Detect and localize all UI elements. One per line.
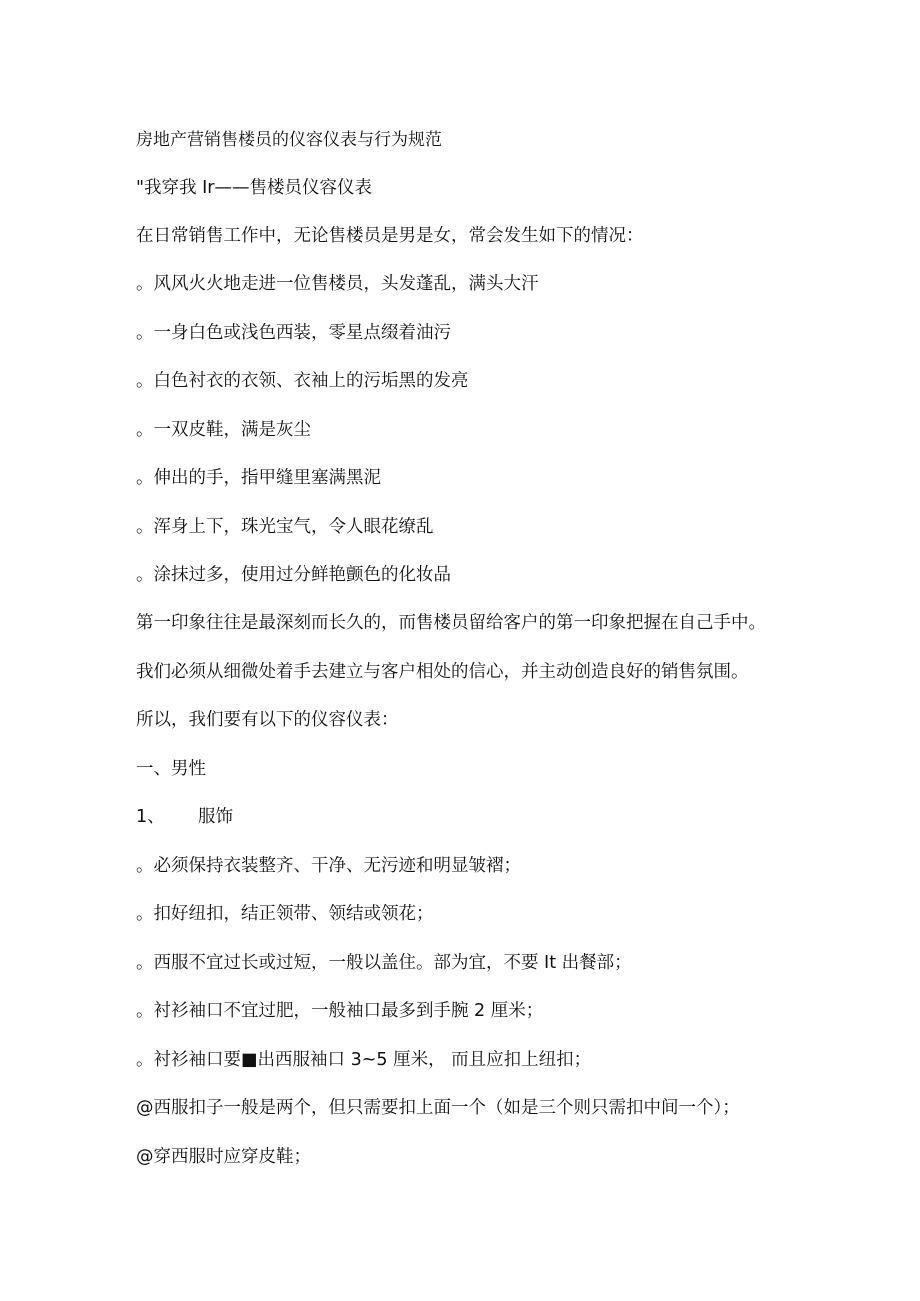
section-heading: 一、男性	[136, 759, 206, 779]
rule-item: 。扣好纽扣，结正领带、领结或领花；	[136, 904, 434, 924]
rule-item: 。西服不宜过长或过短，一般以盖住。部为宜，不要 It 出餐部；	[136, 953, 632, 973]
paragraph: 第一印象往往是最深刻而长久的，而售楼员留给客户的第一印象把握在自己手中。	[136, 613, 766, 633]
subsection-label: 服饰	[198, 807, 233, 827]
intro-paragraph: 在日常销售工作中，无论售楼员是男是女，常会发生如下的情况：	[136, 226, 644, 246]
bad-example-item: 。白色衬衣的衣领、衣袖上的污垢黑的发亮	[136, 371, 469, 391]
rule-item: 。必须保持衣装整齐、干净、无污迹和明显皱褶；	[136, 856, 521, 876]
rule-item: @西服扣子一般是两个，但只需要扣上面一个（如是三个则只需扣中间一个）；	[136, 1098, 740, 1118]
rule-item: 。衬衫袖口不宜过肥，一般袖口最多到手腕 2 厘米；	[136, 1001, 544, 1021]
bad-example-item: 。一身白色或浅色西装，零星点缀着油污	[136, 323, 451, 343]
bad-example-item: 。风风火火地走进一位售楼员，头发蓬乱，满头大汗	[136, 274, 539, 294]
bad-example-item: 。浑身上下，珠光宝气，令人眼花缭乱	[136, 517, 434, 537]
paragraph: 我们必须从细微处着手去建立与客户相处的信心，并主动创造良好的销售氛围。	[136, 662, 749, 682]
rule-item: @穿西服时应穿皮鞋；	[136, 1147, 311, 1167]
rule-item: 。衬衫袖口要■出西服袖口 3~5 厘米， 而且应扣上纽扣；	[136, 1050, 592, 1070]
paragraph: 所以，我们要有以下的仪容仪表：	[136, 710, 399, 730]
bad-example-item: 。涂抹过多，使用过分鲜艳颤色的化妆品	[136, 565, 451, 585]
bad-example-item: 。一双皮鞋，满是灰尘	[136, 420, 311, 440]
subsection-heading	[136, 805, 233, 829]
document-title: 房地产营销售楼员的仪容仪表与行为规范	[136, 130, 442, 150]
document-subtitle: "我穿我 Ir——售楼员仪容仪表	[136, 178, 372, 198]
subsection-number: 1、	[136, 807, 165, 827]
bad-example-item: 。伸出的手，指甲缝里塞满黑泥	[136, 468, 381, 488]
